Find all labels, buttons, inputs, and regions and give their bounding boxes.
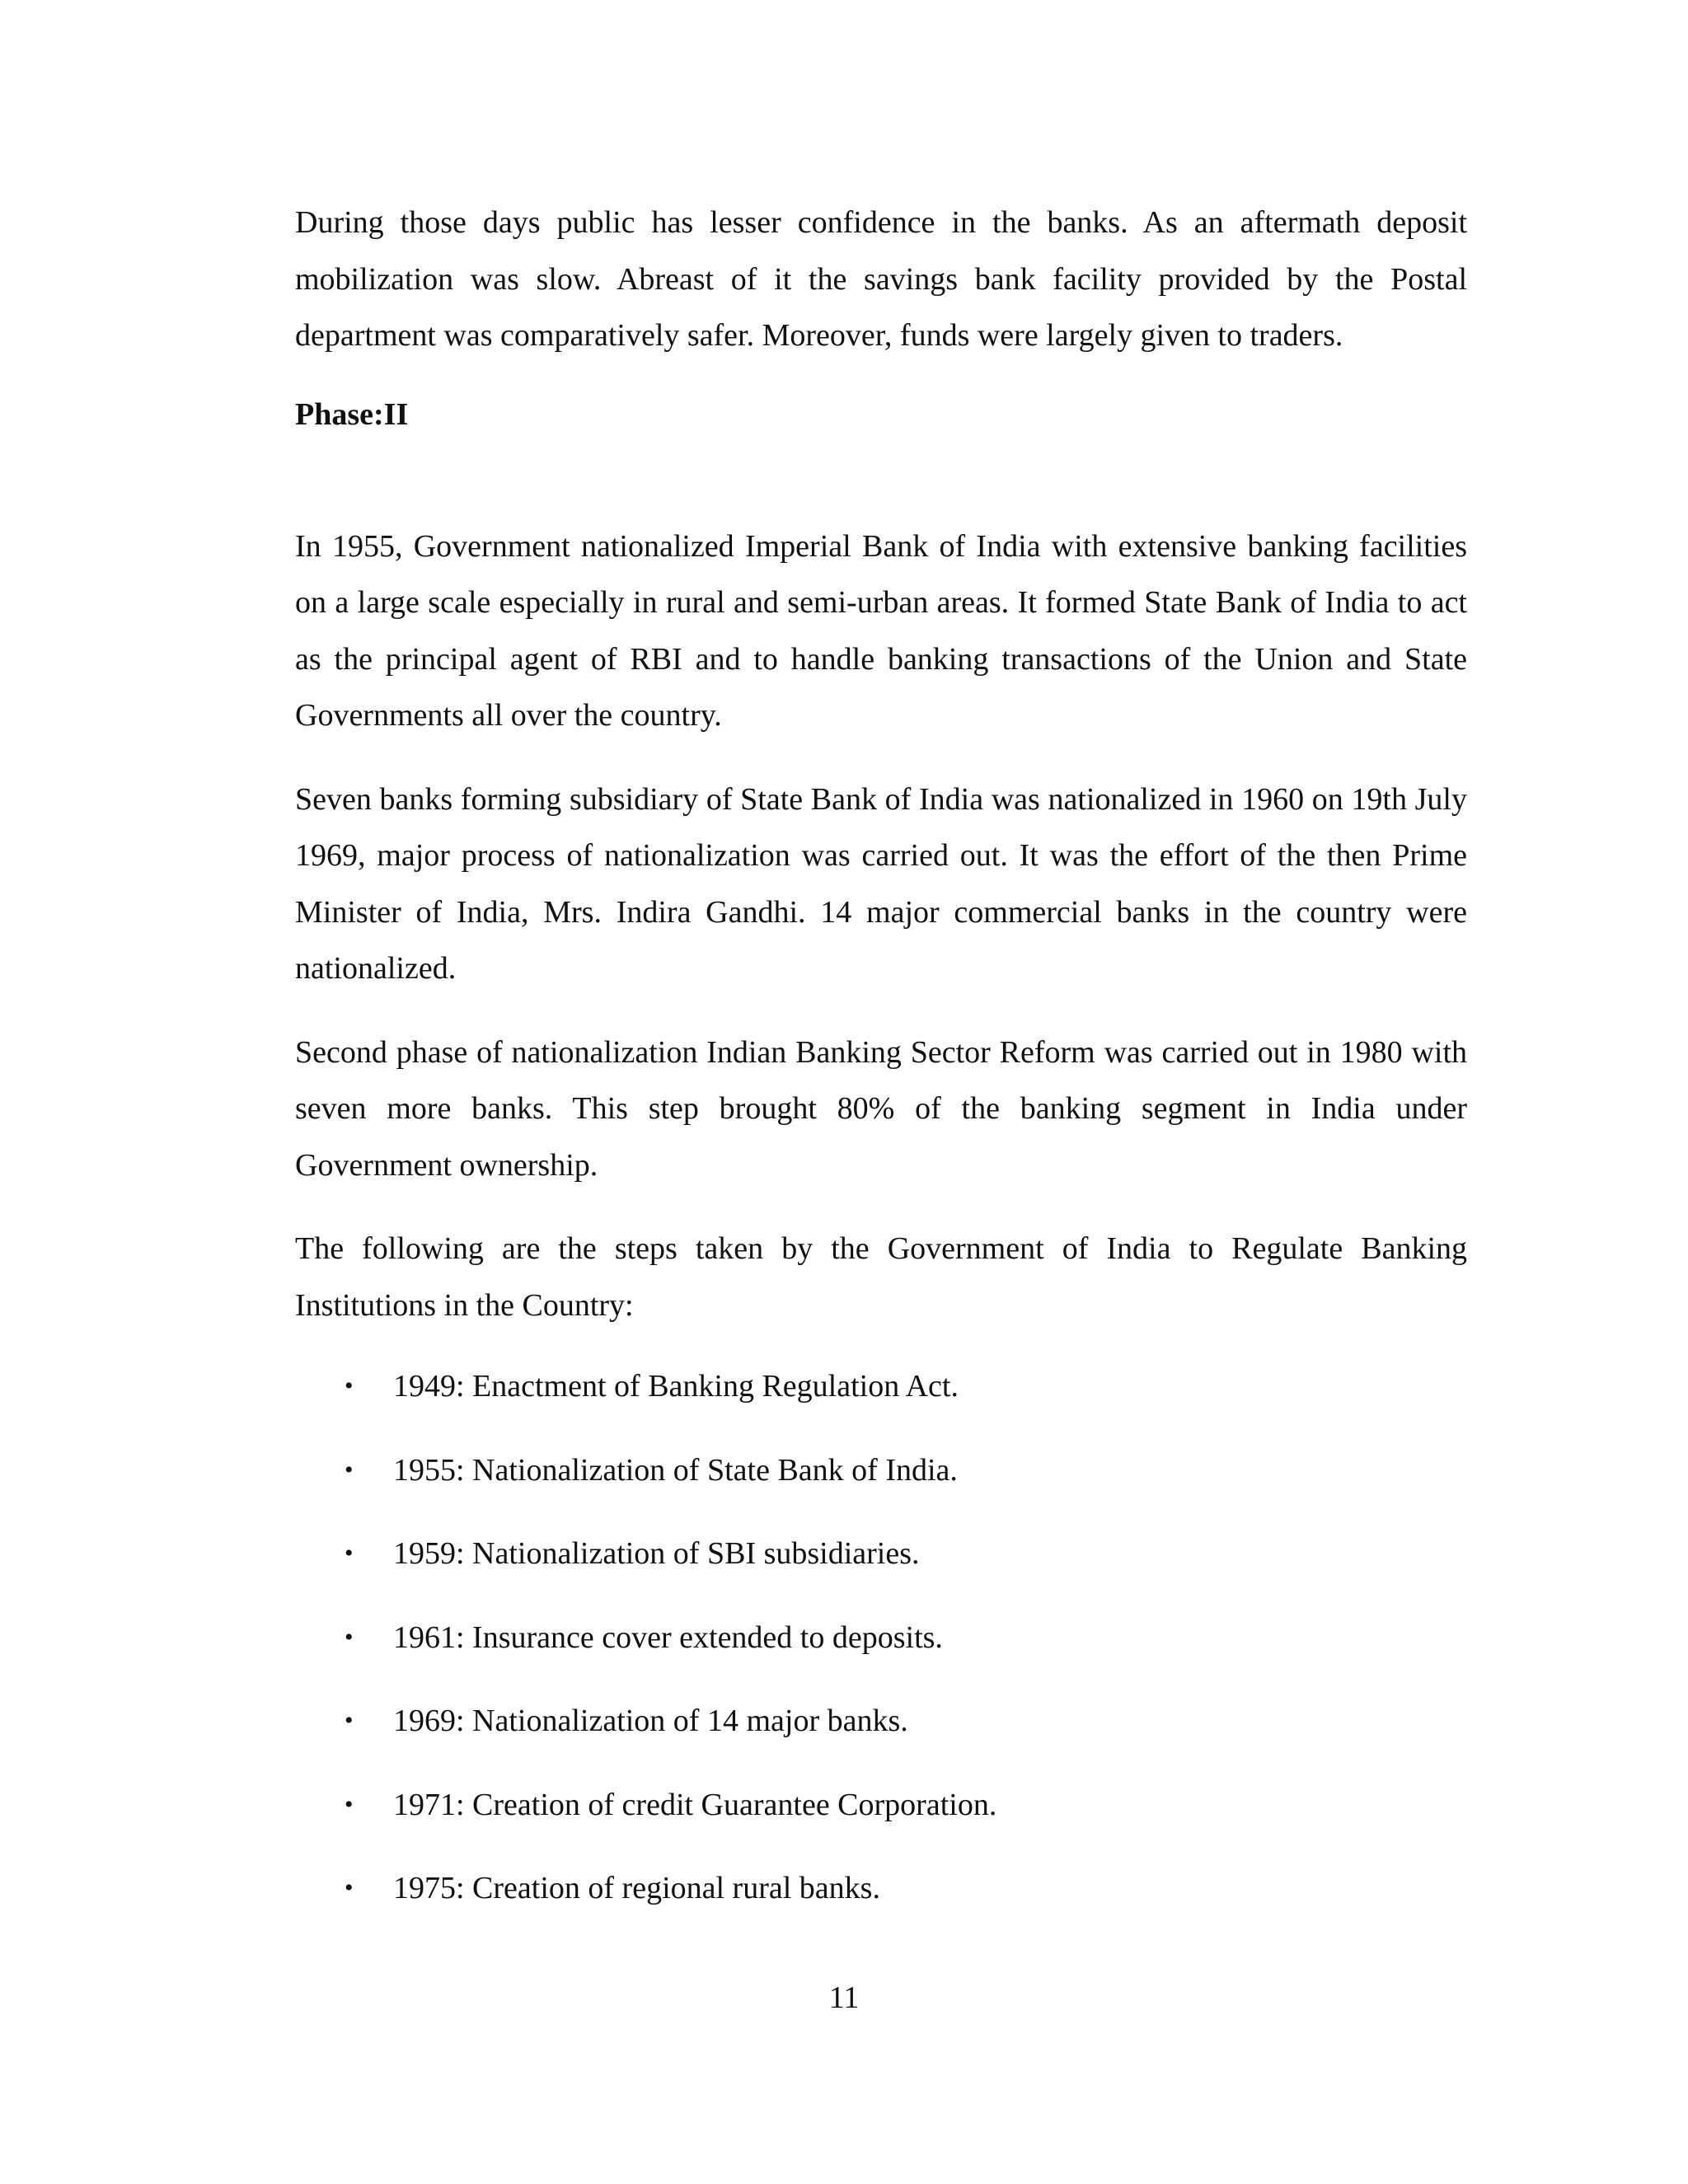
- intro-paragraph: During those days public has lesser confidence in the banks. As an aftermath deposit mobilization was slow. Abreast of it the savings bank facility provided by the Postal department was comparatively safer. Moreover, funds were largely given to traders.: [295, 205, 1467, 353]
- list-item: [295, 1782, 1467, 1828]
- list-item-text: 1969: Nationalization of 14 major banks.: [393, 1704, 908, 1738]
- steps-list: [295, 1363, 1467, 1911]
- list-item-text: 1959: Nationalization of SBI subsidiaries.: [393, 1536, 920, 1571]
- list-item-text: 1955: Nationalization of State Bank of India.: [393, 1452, 958, 1488]
- paragraph-steps-intro: The following are the steps taken by the Government of India to Regulate Banking Institutions in the Country:: [295, 1231, 1467, 1323]
- bullet-icon: •: [345, 1707, 354, 1734]
- bullet-icon: •: [345, 1790, 354, 1818]
- list-item: [295, 1615, 1467, 1661]
- list-item: [295, 1447, 1467, 1493]
- bullet-icon: •: [345, 1372, 354, 1399]
- list-item: [295, 1530, 1467, 1577]
- page-content: [295, 194, 1467, 1949]
- paragraph-seven-banks: Seven banks forming subsidiary of State Bank of India was nationalized in 1960 on 19th July 1969, major process of nationalization was carried out. It was the effort of the then Prime Minister of India, Mrs. Indira Gandhi. 14 major commercial banks in the country were nationalized.: [295, 781, 1467, 986]
- list-item-text: 1971: Creation of credit Guarantee Corporation.: [393, 1787, 997, 1822]
- list-item-text: 1949: Enactment of Banking Regulation Act.: [393, 1369, 959, 1404]
- paragraph-imperial-bank: In 1955, Government nationalized Imperial Bank of India with extensive banking facilities on a large scale especially in rural and semi-urban areas. It formed State Bank of India to act as the principal agent of RBI and to handle banking transactions of the Union and State Governments all over the country.: [295, 528, 1467, 733]
- bullet-icon: •: [345, 1455, 354, 1483]
- section-heading: Phase:II: [295, 396, 409, 432]
- list-item: [295, 1363, 1467, 1409]
- paragraph-second-phase: Second phase of nationalization Indian Banking Sector Reform was carried out in 1980 with seven more banks. This step brought 80% of the banking segment in India under Government ownership.: [295, 1034, 1467, 1183]
- list-item: [295, 1698, 1467, 1744]
- bullet-icon: •: [345, 1623, 354, 1651]
- list-item-text: 1961: Insurance cover extended to deposits.: [393, 1619, 943, 1655]
- page-number: 11: [828, 1980, 860, 2015]
- bullet-icon: •: [345, 1540, 354, 1567]
- list-item: [295, 1865, 1467, 1911]
- list-item-text: 1975: Creation of regional rural banks.: [393, 1871, 880, 1905]
- bullet-icon: •: [345, 1874, 354, 1901]
